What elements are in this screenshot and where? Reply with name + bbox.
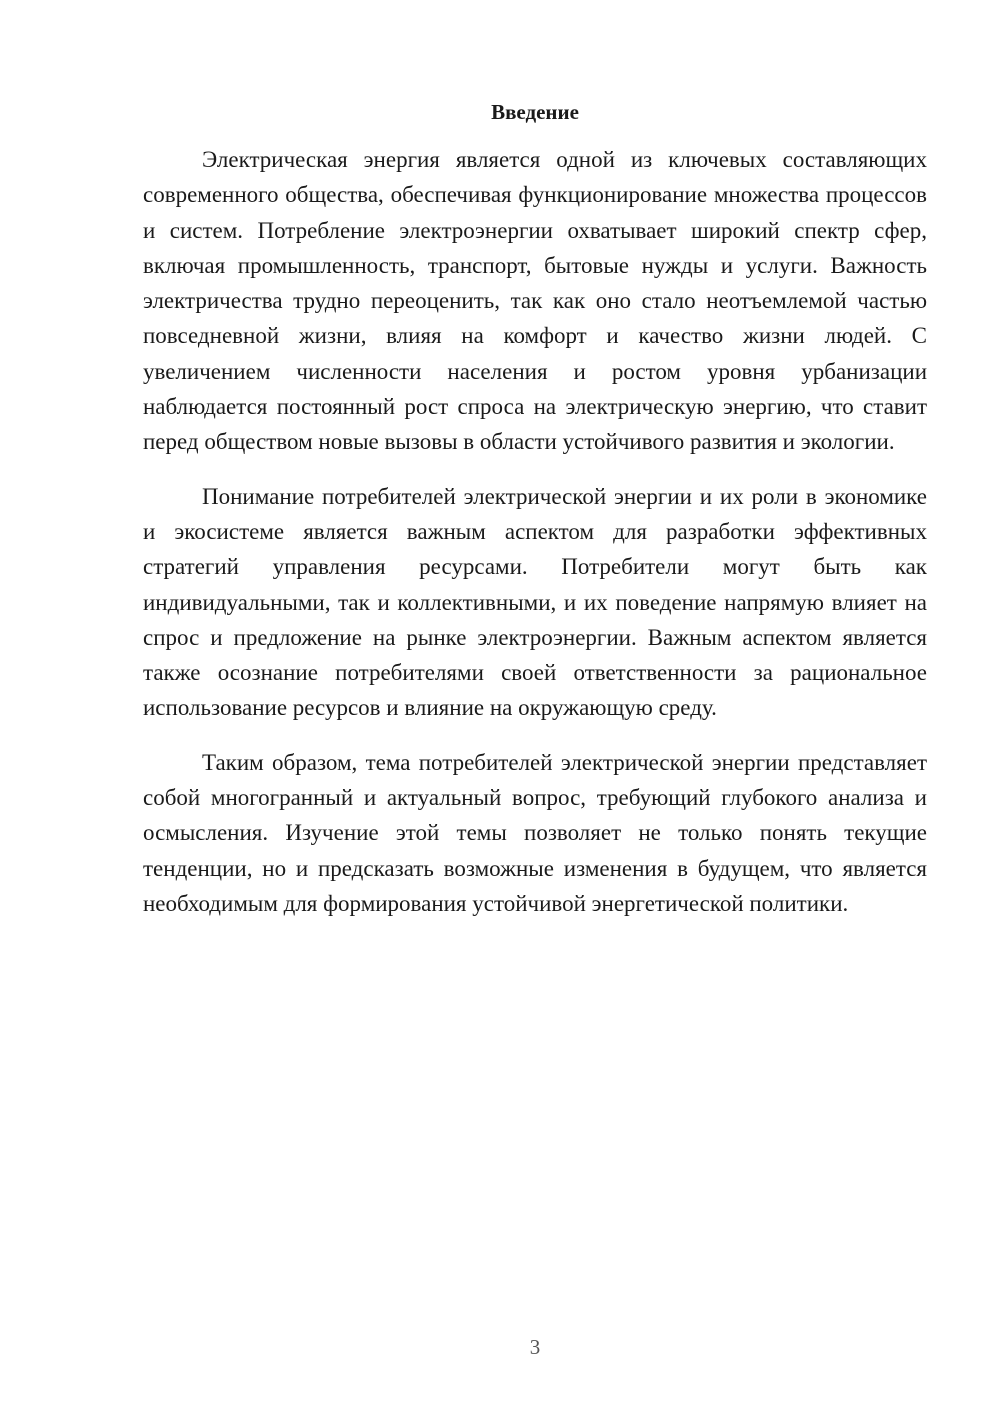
page-number: 3 [529,1335,541,1359]
body-text [143,142,927,940]
paragraph: Электрическая энергия является одной из ключевых составляющих современного общества, обеспечивая функционирование множества процессов и систем. Потребление электроэнергии охватывает широкий спектр сфер, включая промышленность, транспорт, бытовые нужды и услуги. Важность электричества трудно переоценить, так как оно стало неотъемлемой частью повседневной жизни, влияя на комфорт и качество жизни людей. С увеличением численности населения и ростом уровня урбанизации наблюдается постоянный рост спроса на электрическую энергию, что ставит перед обществом новые вызовы в области устойчивого развития и экологии. [143,147,927,455]
section-heading: Введение [491,100,579,124]
paragraph: Таким образом, тема потребителей электрической энергии представляет собой многогранный и актуальный вопрос, требующий глубокого анализа и осмысления. Изучение этой темы позволяет не только понять текущие тенденции, но и предсказать возможные изменения в будущем, что является необходимым для формирования устойчивой энергетической политики. [143,749,927,916]
paragraph: Понимание потребителей электрической энергии и их роли в экономике и экосистеме является важным аспектом для разработки эффективных стратегий управления ресурсами. Потребители могут быть как индивидуальными, так и коллективными, и их поведение напрямую влияет на спрос и предложение на рынке электроэнергии. Важным аспектом является также осознание потребителями своей ответственности за рациональное использование ресурсов и влияние на окружающую среду. [143,483,927,721]
